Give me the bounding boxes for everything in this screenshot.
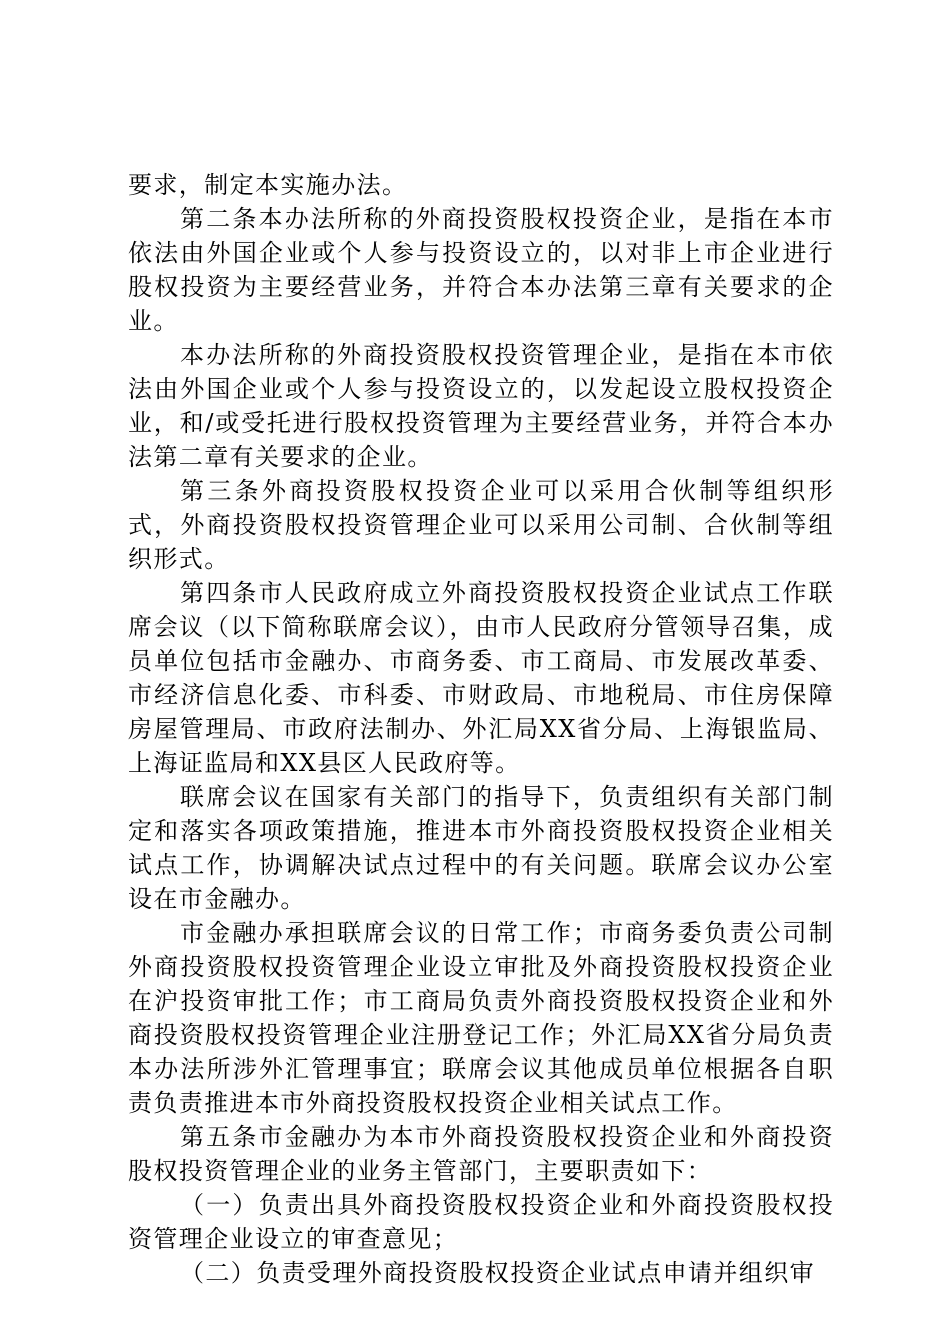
paragraph-article-3: 第三条外商投资股权投资企业可以采用合伙制等组织形式，外商投资股权投资管理企业可以采用公司制、合伙制等组织形式。 <box>128 477 834 573</box>
paragraph-management-enterprise-definition: 本办法所称的外商投资股权投资管理企业，是指在本市依法由外国企业或个人参与投资设立的，以发起设立股权投资企业，和/或受托进行股权投资管理为主要经营业务，并符合本办法第二章有关要求的企业。 <box>128 341 834 471</box>
paragraph-item-1: （一）负责出具外商投资股权投资企业和外商投资股权投资管理企业设立的审查意见； <box>128 1191 834 1253</box>
paragraph-article-2: 第二条本办法所称的外商投资股权投资企业，是指在本市依法由外国企业或个人参与投资设立的，以对非上市企业进行股权投资为主要经营业务，并符合本办法第三章有关要求的企业。 <box>128 205 834 335</box>
document-body <box>128 168 834 1290</box>
paragraph-item-2: （二）负责受理外商投资股权投资企业试点申请并组织审 <box>180 1259 815 1287</box>
paragraph-financial-office-duties: 市金融办承担联席会议的日常工作；市商务委负责公司制外商投资股权投资管理企业设立审批及外商投资股权投资企业在沪投资审批工作；市工商局负责外商投资股权投资企业和外商投资股权投资管理企业注册登记工作；外汇局XX省分局负责本办法所涉外汇管理事宜；联席会议其他成员单位根据各自职责负责推进本市外商投资股权投资企业相关试点工作。 <box>128 919 834 1117</box>
paragraph-article-5: 第五条市金融办为本市外商投资股权投资企业和外商投资股权投资管理企业的业务主管部门，主要职责如下： <box>128 1123 834 1185</box>
paragraph-continuation: 要求，制定本实施办法。 <box>128 171 408 199</box>
paragraph-article-4: 第四条市人民政府成立外商投资股权投资企业试点工作联席会议（以下简称联席会议），由市人民政府分管领导召集，成员单位包括市金融办、市商务委、市工商局、市发展改革委、市经济信息化委、市科委、市财政局、市地税局、市住房保障房屋管理局、市政府法制办、外汇局XX省分局、上海银监局、上海证监局和XX县区人民政府等。 <box>128 579 834 777</box>
paragraph-joint-meeting-duties: 联席会议在国家有关部门的指导下，负责组织有关部门制定和落实各项政策措施，推进本市外商投资股权投资企业相关试点工作，协调解决试点过程中的有关问题。联席会议办公室设在市金融办。 <box>128 783 834 913</box>
